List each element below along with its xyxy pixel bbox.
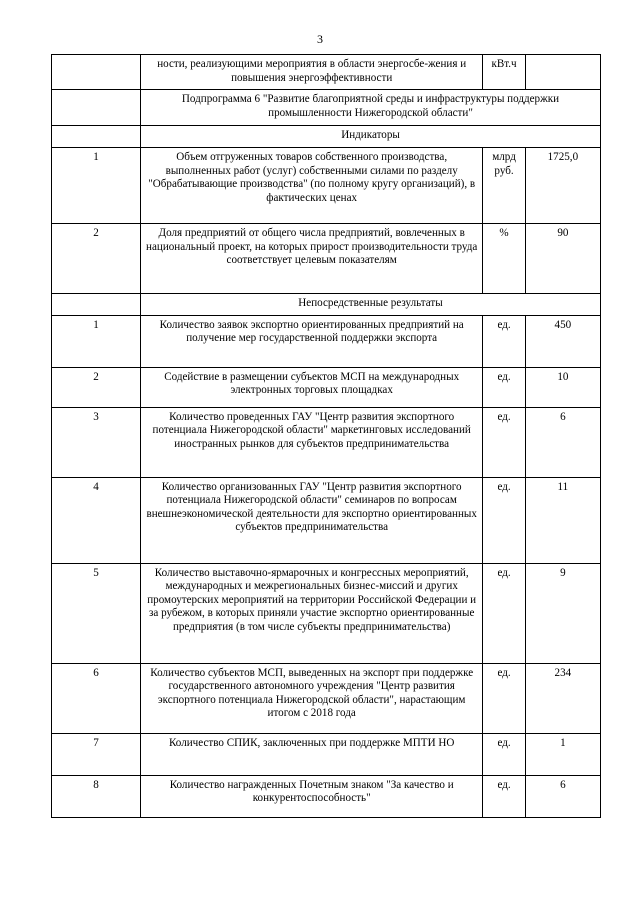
row-number-cell: 8 (52, 775, 141, 817)
row-name-cell: ности, реализующими мероприятия в области энергосбе-жения и повышения энергоэффективности (141, 55, 483, 90)
row-unit-cell: ед. (483, 407, 525, 477)
row-unit-cell: ед. (483, 315, 525, 367)
row-name-cell: Количество СПИК, заключенных при поддержке МПТИ НО (141, 733, 483, 775)
row-value-cell: 1725,0 (525, 147, 600, 223)
table-row (52, 407, 601, 477)
row-number-cell: 2 (52, 223, 141, 293)
table-row (52, 733, 601, 775)
table-row (52, 315, 601, 367)
section-header-row (52, 293, 601, 315)
row-name-cell: Количество заявок экспортно ориентированных предприятий на получение мер государственной поддержки экспорта (141, 315, 483, 367)
table-row (52, 147, 601, 223)
row-unit-cell: ед. (483, 733, 525, 775)
row-value-cell: 11 (525, 477, 600, 563)
row-number-cell: 6 (52, 663, 141, 733)
table-row (52, 223, 601, 293)
row-value-cell: 10 (525, 367, 600, 407)
row-value-cell: 234 (525, 663, 600, 733)
row-number-cell (52, 55, 141, 90)
row-name-cell: Количество проведенных ГАУ "Центр развития экспортного потенциала Нижегородской области" маркетинговых исследований иностранных рынков для субъектов предпринимательства (141, 407, 483, 477)
row-number-cell: 4 (52, 477, 141, 563)
row-number-cell: 5 (52, 563, 141, 663)
row-unit-cell: ед. (483, 563, 525, 663)
row-unit-cell: ед. (483, 775, 525, 817)
row-number-cell: 7 (52, 733, 141, 775)
subprogram-title: Подпрограмма 6 "Развитие благоприятной среды и инфраструктуры поддержки промышленности Нижегородской области" (141, 90, 601, 126)
row-value-cell: 450 (525, 315, 600, 367)
row-unit-cell: млрд руб. (483, 147, 525, 223)
page-number: 3 (317, 32, 323, 46)
row-unit-cell: ед. (483, 663, 525, 733)
row-number-cell: 1 (52, 147, 141, 223)
row-value-cell: 90 (525, 223, 600, 293)
row-number-cell: 2 (52, 367, 141, 407)
table-row (52, 477, 601, 563)
row-unit-cell: ед. (483, 477, 525, 563)
row-name-cell: Количество награжденных Почетным знаком "За качество и конкурентоспособность" (141, 775, 483, 817)
table-row (52, 775, 601, 817)
row-unit-cell: кВт.ч (483, 55, 525, 90)
section-title: Индикаторы (141, 126, 601, 148)
table-row (52, 367, 601, 407)
row-number-cell: 3 (52, 407, 141, 477)
row-name-cell: Объем отгруженных товаров собственного производства, выполненных работ (услуг) собственными силами по разделу "Обрабатывающие производства" (по полному кругу организаций), в фактических ценах (141, 147, 483, 223)
row-value-cell (525, 55, 600, 90)
section-title: Непосредственные результаты (141, 293, 601, 315)
table-row (52, 55, 601, 90)
row-unit-cell: ед. (483, 367, 525, 407)
row-name-cell: Количество выставочно-ярмарочных и конгрессных мероприятий, международных и межрегиональных бизнес-миссий и других промоутерских мероприятий на территории Российской Федерации и за рубежом, в которых приняли участие экспортно ориентированные предприятия (в том числе субъекты предпринимательства) (141, 563, 483, 663)
indicators-table (51, 54, 601, 818)
row-value-cell: 6 (525, 775, 600, 817)
row-unit-cell: % (483, 223, 525, 293)
row-value-cell: 6 (525, 407, 600, 477)
table-row (52, 563, 601, 663)
row-name-cell: Доля предприятий от общего числа предприятий, вовлеченных в национальный проект, на которых прирост производительности труда соответствует целевым показателям (141, 223, 483, 293)
subprogram-row (52, 90, 601, 126)
row-name-cell: Количество организованных ГАУ "Центр развития экспортного потенциала Нижегородской области" семинаров по вопросам внешнеэкономической деятельности для экспортно ориентированных субъектов предпринимательства (141, 477, 483, 563)
row-name-cell: Содействие в размещении субъектов МСП на международных электронных торговых площадках (141, 367, 483, 407)
row-number-cell: 1 (52, 315, 141, 367)
row-value-cell: 9 (525, 563, 600, 663)
table-row (52, 663, 601, 733)
row-value-cell: 1 (525, 733, 600, 775)
section-header-row (52, 126, 601, 148)
row-name-cell: Количество субъектов МСП, выведенных на экспорт при поддержке государственного автономного учреждения "Центр развития экспортного потенциала Нижегородской области", нарастающим итогом с 2018 года (141, 663, 483, 733)
